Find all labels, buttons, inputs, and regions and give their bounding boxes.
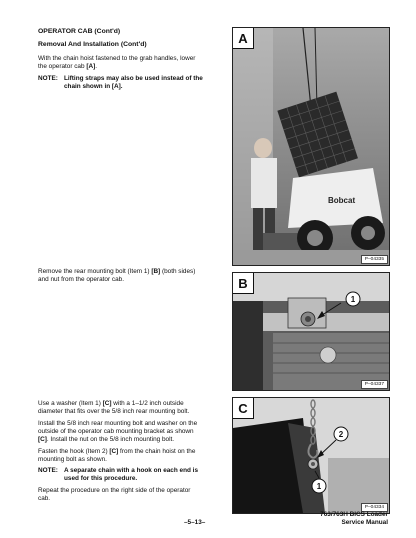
para-a-end: . bbox=[95, 63, 97, 70]
para-b-line1 bbox=[38, 268, 195, 276]
para-c3-line1 bbox=[38, 448, 195, 456]
para-c2-line1: Install the 5/8 inch rear mounting bolt and washer on the bbox=[38, 420, 198, 427]
note-text bbox=[64, 75, 210, 90]
page-number: –5–13– bbox=[184, 519, 206, 526]
figure-b-code: P–04337 bbox=[361, 380, 388, 389]
para-c1-post: with a 1–1/2 inch outside bbox=[111, 400, 184, 407]
para-c2-post: . Install the nut on the 5/8 inch mounting bolt. bbox=[46, 436, 175, 443]
para-a-line2 bbox=[38, 63, 97, 71]
figure-ref-b: [B] bbox=[151, 268, 161, 275]
note-c-line2: used for this procedure. bbox=[64, 474, 138, 482]
para-c1-line1 bbox=[38, 400, 184, 408]
figure-ref-c2: [C] bbox=[38, 436, 47, 443]
manual-title-line1: 763/763H BICS Loader bbox=[320, 511, 388, 518]
figure-ref-a: [A] bbox=[86, 63, 96, 70]
section-title: OPERATOR CAB (Cont'd) bbox=[38, 28, 121, 35]
figure-c-photo bbox=[232, 397, 390, 514]
manual-title-line2: Service Manual bbox=[341, 519, 388, 526]
note-a-line2: chain shown in [A]. bbox=[64, 82, 123, 90]
figure-b-illustration bbox=[233, 273, 389, 390]
section-subtitle: Removal And Installation (Cont'd) bbox=[38, 41, 147, 48]
para-a-text: the operator cab bbox=[38, 63, 87, 70]
note-label: NOTE: bbox=[38, 467, 58, 474]
bobcat-logo: Bobcat bbox=[328, 196, 356, 205]
figure-c-illustration bbox=[233, 398, 389, 513]
para-c2-line2: outside of the operator cab mounting bracket as shown bbox=[38, 428, 194, 435]
para-a-line1: With the chain hoist fastened to the grab handles, lower bbox=[38, 55, 196, 62]
note-text bbox=[64, 467, 210, 482]
para-c4-line1: Repeat the procedure on the right side of the operator bbox=[38, 487, 191, 494]
para-c2-line3 bbox=[38, 436, 174, 444]
figure-a-code: P–04335 bbox=[361, 255, 388, 264]
manual-title bbox=[320, 511, 388, 527]
para-c1-text: Use a washer (Item 1) bbox=[38, 400, 103, 407]
para-c1-line2: diameter that fits over the 5/8 inch rear mounting bolt. bbox=[38, 408, 190, 415]
figure-a-illustration bbox=[233, 28, 389, 265]
note-c-line1: A separate chain with a hook on each end is bbox=[64, 467, 199, 474]
para-b-text: Remove the rear mounting bolt (Item 1) bbox=[38, 268, 152, 275]
note-a bbox=[38, 75, 210, 90]
note-c bbox=[38, 467, 210, 482]
figure-ref-c1: [C] bbox=[102, 400, 112, 407]
figure-c-code: P–04334 bbox=[361, 503, 388, 512]
note-label: NOTE: bbox=[38, 75, 58, 82]
figure-a-photo bbox=[232, 27, 390, 266]
callout-1-c: 1 bbox=[316, 482, 322, 491]
para-c4-line2: cab. bbox=[38, 495, 51, 502]
figure-label-b: B bbox=[233, 273, 254, 294]
callout-2-c: 2 bbox=[338, 430, 344, 439]
figure-label-a: A bbox=[233, 28, 254, 49]
figure-ref-c3: [C] bbox=[109, 448, 119, 455]
para-b-post: (both sides) bbox=[160, 268, 196, 275]
figure-label-c: C bbox=[233, 398, 254, 419]
figure-b-photo bbox=[232, 272, 390, 391]
callout-1-b: 1 bbox=[350, 295, 356, 304]
para-c3-post: from the chain hoist on the bbox=[118, 448, 196, 455]
note-a-line1: Lifting straps may also be used instead of the bbox=[64, 75, 203, 82]
para-b-line2: and nut from the operator cab. bbox=[38, 276, 124, 283]
para-c3-text: Fasten the hook (Item 2) bbox=[38, 448, 110, 455]
para-c3-line2: mounting bolt as shown. bbox=[38, 456, 107, 463]
